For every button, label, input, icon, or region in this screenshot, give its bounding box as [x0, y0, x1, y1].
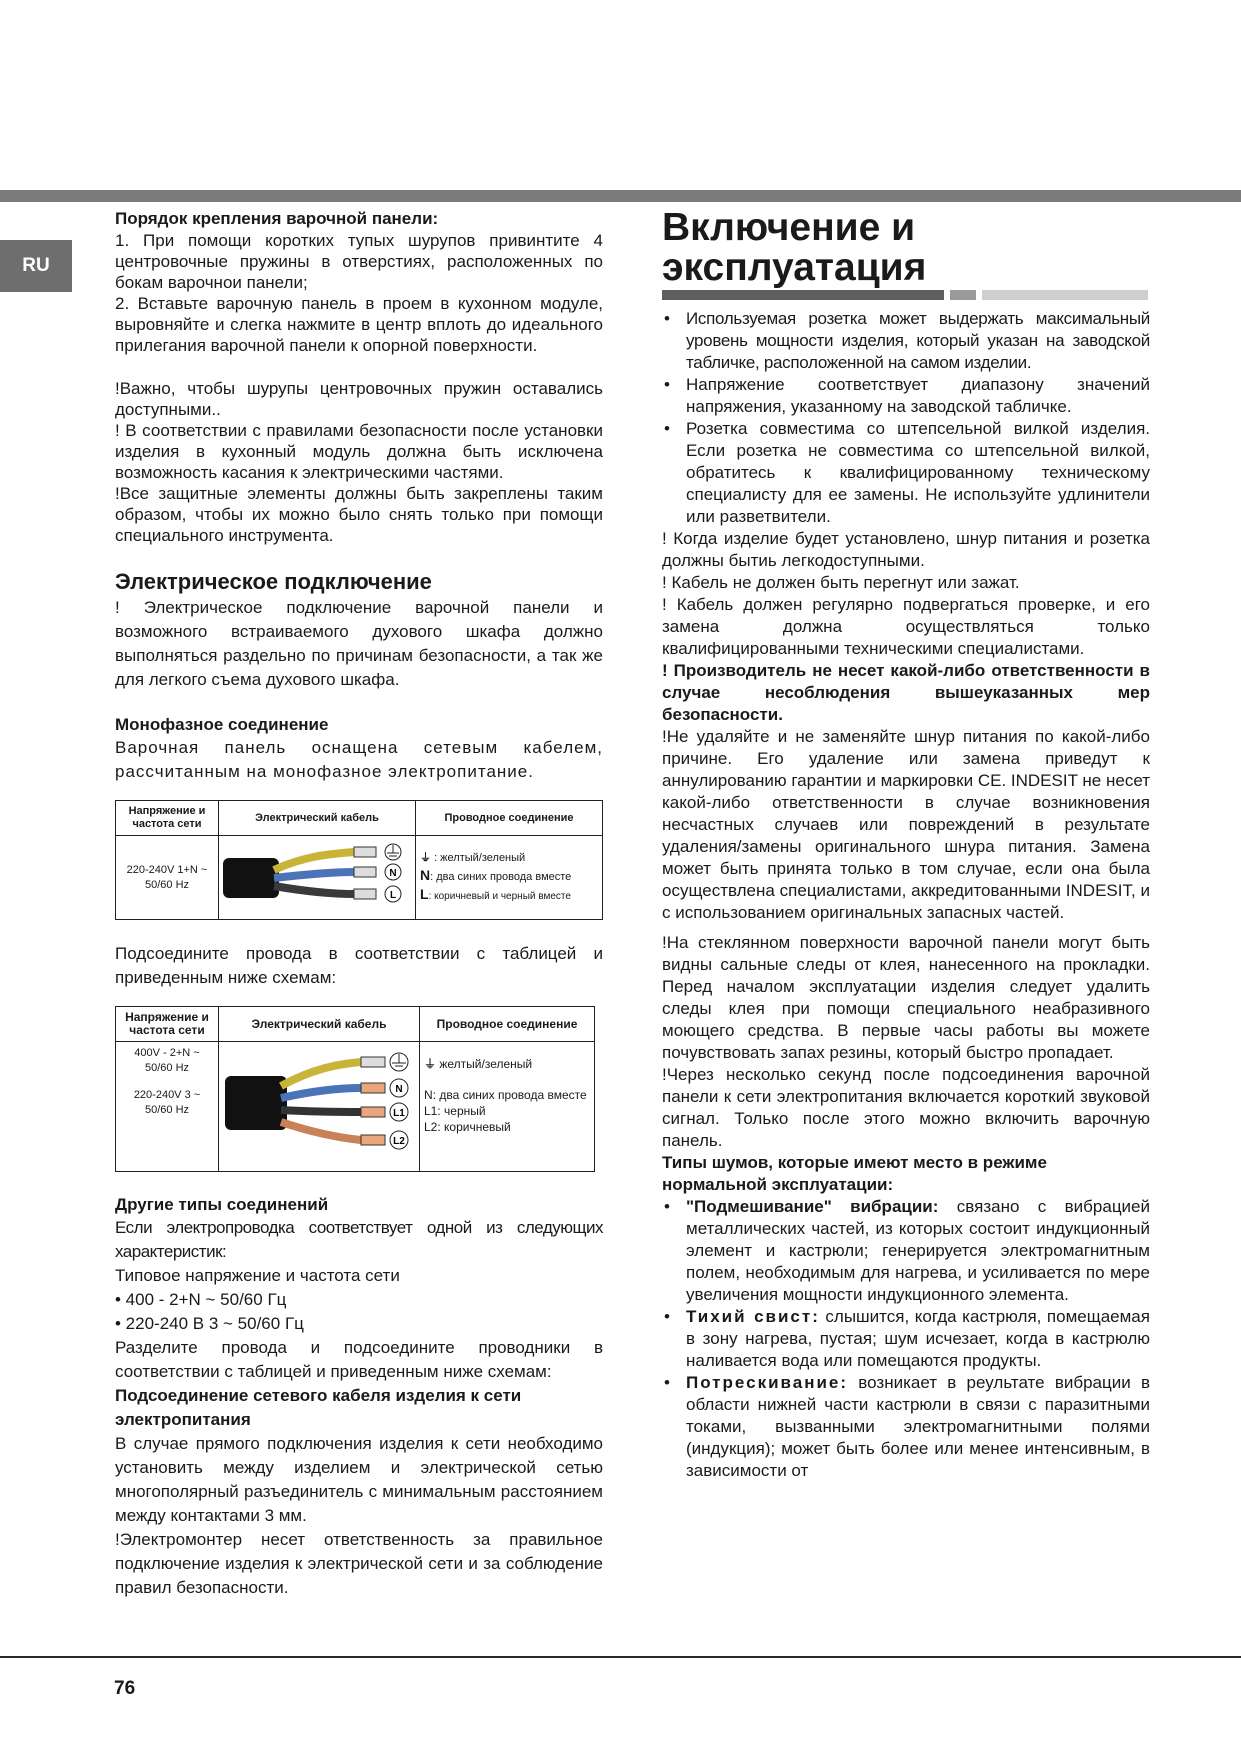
n-text: : два синих провода вместе	[430, 871, 572, 883]
cable-sheath	[223, 858, 279, 898]
title-underline-bar	[662, 290, 1150, 300]
wire-neutral	[281, 1088, 361, 1098]
wire-label-l1: L1	[393, 1108, 405, 1119]
table1-header-cable: Электрический кабель	[219, 801, 416, 836]
warning-cord-access: ! Когда изделие будет установлено, шнур питания и розетка должны бытиь легкодоступными.	[662, 529, 1150, 570]
l-text: : коричневый и черный вместе	[428, 891, 571, 902]
note-glass-surface: !На стеклянном поверхности варочной панели могут быть видны сальные следы от клея, нанесенного на прокладки. Перед началом эксплуатации изделия следует удалить следы клея при помощи специального неабразивного моющего средства. В первые часы работы вы можете почувствовать запах резины, который быстро пропадает.	[662, 933, 1150, 1062]
noise-item-vibration: • "Подмешивание" вибрации: связано с вибрацией металлических частей, из которых состоит индукционный элемент и кастрюли; генерируется электромагнитным полем, необходимым для нагрева, и усиливается по мере увеличения мощности индукционного элемента.	[662, 1196, 1150, 1306]
table2-connection	[420, 1042, 595, 1172]
electrical-heading: Электрическое подключение	[115, 569, 432, 594]
mono-paragraph: Варочная панель оснащена сетевым кабелем, рассчитанным на монофазное электропитание.	[115, 738, 603, 781]
n-text: N: два синих провода вместе	[424, 1088, 587, 1102]
noise-item-crackle: • Потрескивание: возникает в реультате вибрации в области нижней части кастрюли в связи с паразитными токами, вызванными электромагнитными полями (индукция); может быть более или менее интенсивным, в зависимости от	[662, 1372, 1150, 1482]
bottom-rule	[0, 1656, 1241, 1658]
table1-header-connection: Проводное соединение	[416, 801, 603, 836]
requirement-item: • Используемая розетка может выдержать максимальный уровень мощности изделия, который указан на заводской табличке, расположенной на самом изделии.	[662, 308, 1150, 374]
language-tab: RU	[0, 240, 72, 292]
top-bar	[0, 190, 1241, 202]
table1-header-voltage: Напряжение и частота сети	[116, 801, 219, 836]
other-bullet-2: • 220-240 В 3 ~ 50/60 Гц	[115, 1314, 304, 1333]
other-paragraph-1: Если электропроводка соответствует одной из следующих характеристик:	[115, 1218, 603, 1261]
table2-header-cable: Электрический кабель	[219, 1007, 420, 1042]
left-column	[115, 208, 603, 1600]
connect-paragraph: Подсоедините провода в соответствии с таблицей и приведенным ниже схемам:	[115, 944, 603, 987]
right-column	[662, 208, 1150, 1482]
noise-heading: Типы шумов, которые имеют место в режиме нормальной эксплуатации:	[662, 1153, 1047, 1194]
section-title-line-2: эксплуатация	[662, 246, 927, 289]
mono-wiring-table	[115, 800, 603, 920]
earth-text: желтый/зеленый	[439, 1057, 533, 1071]
wire-live	[274, 886, 354, 894]
wire-label-l: L	[389, 890, 397, 901]
table1-cable-diagram	[219, 836, 416, 920]
table1-voltage: 220-240V 1+N ~ 50/60 Hz	[116, 836, 219, 920]
other-paragraph-2: Типовое напряжение и частота сети	[115, 1266, 400, 1285]
warning-cord-removal: !Не удаляйте и не заменяйте шнур питания по какой-либо причине. Его удаление или замена приведут к аннулированию гарантии и маркировки CE. INDESIT не несет какой-либо ответственности в случае возникновения несчастных случаев или повреждений в результате удаления/замены оригинального шнура питания. Замена может быть принята только в том случае, если она была осуществлена специалистами, аккредитованными INDESIT, и с использованием оригинальных запасных частей.	[662, 727, 1150, 922]
cable-diagram-1	[219, 836, 409, 914]
noise-list	[662, 1196, 1150, 1482]
warning-liability: ! Производитель не несет какой-либо ответственности в случае несоблюдения вышеуказанных мер безопасности.	[662, 661, 1150, 724]
warning-cable-bend: ! Кабель не должен быть перегнут или зажат.	[662, 573, 1020, 592]
warning-cable-check: ! Кабель должен регулярно подвергаться проверке, и его замена должна осуществляться только квалифицированными техническими специалистами.	[662, 595, 1150, 658]
wire-earth	[274, 852, 354, 870]
electrical-paragraph: ! Электрическое подключение варочной панели и возможного встраиваемого духового шкафа должно выполняться раздельно по причинам безопасности, а так же для легкого съема духового шкафа.	[115, 598, 603, 689]
terminal-earth	[354, 847, 376, 857]
other-bullet-1: • 400 - 2+N ~ 50/60 Гц	[115, 1290, 287, 1309]
requirement-item: • Напряжение соответствует диапазону значений напряжения, указанному на заводской табличке.	[662, 374, 1150, 418]
mount-step-1: 1. При помощи коротких тупых шурупов привинтите 4 центровочные пружины в отверстиях, расположенных по бокам варочнои панели;	[115, 231, 603, 292]
note-beep: !Через несколько секунд после подсоединения варочной панели к сети электропитания включается короткий звуковой сигнал. Только после этого можно включить варочную панель.	[662, 1065, 1150, 1150]
wire-label-l2: L2	[393, 1136, 405, 1147]
warning-screws: !Важно, чтобы шурупы центровочных пружин оставались доступными..	[115, 379, 603, 419]
mains-paragraph: В случае прямого подключения изделия к сети необходимо установить между изделием и электрической сетью многополярный разъединитель с минимальным расстоянием между контактами 3 мм.	[115, 1434, 603, 1525]
table2-header-voltage: Напряжение и частота сети	[116, 1007, 219, 1042]
l-label: L	[420, 886, 429, 902]
mono-heading: Монофазное соединение	[115, 715, 329, 734]
wire-earth	[281, 1062, 361, 1086]
other-heading: Другие типы соединений	[115, 1195, 329, 1214]
earth-symbol-icon: ⏚	[424, 1057, 437, 1071]
warning-protective: !Все защитные элементы должны быть закреплены таким образом, чтобы их можно было снять только при помощи специального инструмента.	[115, 484, 603, 545]
cable-sheath	[225, 1076, 287, 1130]
mount-step-2: 2. Вставьте варочную панель в проем в кухонном модуле, выровняйте и слегка нажмите в центр вплоть до идеального прилегания варочной панели к опорной поверхности.	[115, 294, 603, 355]
terminal-neutral	[354, 867, 376, 877]
wire-label-n: N	[389, 868, 397, 879]
table2-voltage	[116, 1042, 219, 1172]
table1-connection	[416, 836, 603, 920]
wire-l1	[281, 1110, 361, 1112]
page-number: 76	[114, 1678, 136, 1699]
wire-neutral	[274, 872, 354, 878]
voltage-220-240: 220-240V 3 ~ 50/60 Hz	[133, 1089, 201, 1116]
voltage-400: 400V - 2+N ~ 50/60 Hz	[134, 1047, 200, 1074]
earth-label: : желтый/зеленый	[434, 852, 526, 864]
mains-warning: !Электромонтер несет ответственность за правильное подключение изделия к электрической сети и за соблюдение правил безопасности.	[115, 1530, 603, 1597]
l1-text: L1: черный	[424, 1104, 486, 1118]
l2-text: L2: коричневый	[424, 1120, 511, 1134]
warning-safety: ! В соответствии с правилами безопасности после установки изделия в кухонный модуль должна быть исключена возможность касания к электрическими частями.	[115, 421, 603, 482]
mount-title: Порядок крепления варочной панели:	[115, 209, 439, 228]
earth-symbol-icon: ⏚	[420, 852, 431, 864]
cable-diagram-2	[219, 1042, 413, 1166]
table2-cable-diagram	[219, 1042, 420, 1172]
section-title-line-1: Включение и	[662, 206, 916, 249]
n-label: N	[420, 867, 431, 883]
wire-l2	[281, 1122, 361, 1140]
requirements-list	[662, 308, 1150, 528]
table2-header-connection: Проводное соединение	[420, 1007, 595, 1042]
mains-heading: Подсоединение сетевого кабеля изделия к сети электропитания	[115, 1386, 522, 1429]
wire-label-n: N	[395, 1084, 403, 1095]
three-phase-wiring-table	[115, 1006, 595, 1172]
requirement-item: • Розетка совместима со штепсельной вилкой изделия. Если розетка не совместима со штепсельной вилкой, обратитесь к квалифицированному техническому специалисту для ее замены. Не используйте удлинители или разветвители.	[662, 418, 1150, 528]
noise-item-whistle: • Тихий свист: слышится, когда кастрюля, помещаемая в зону нагрева, пустая; шум исчезает, когда в кастрюлю наливается вода или помещаются продукты.	[662, 1306, 1150, 1372]
terminal-live	[354, 889, 376, 899]
other-paragraph-3: Разделите провода и подсоедините проводники в соответствии с таблицей и приведенным ниже схемам:	[115, 1338, 603, 1381]
